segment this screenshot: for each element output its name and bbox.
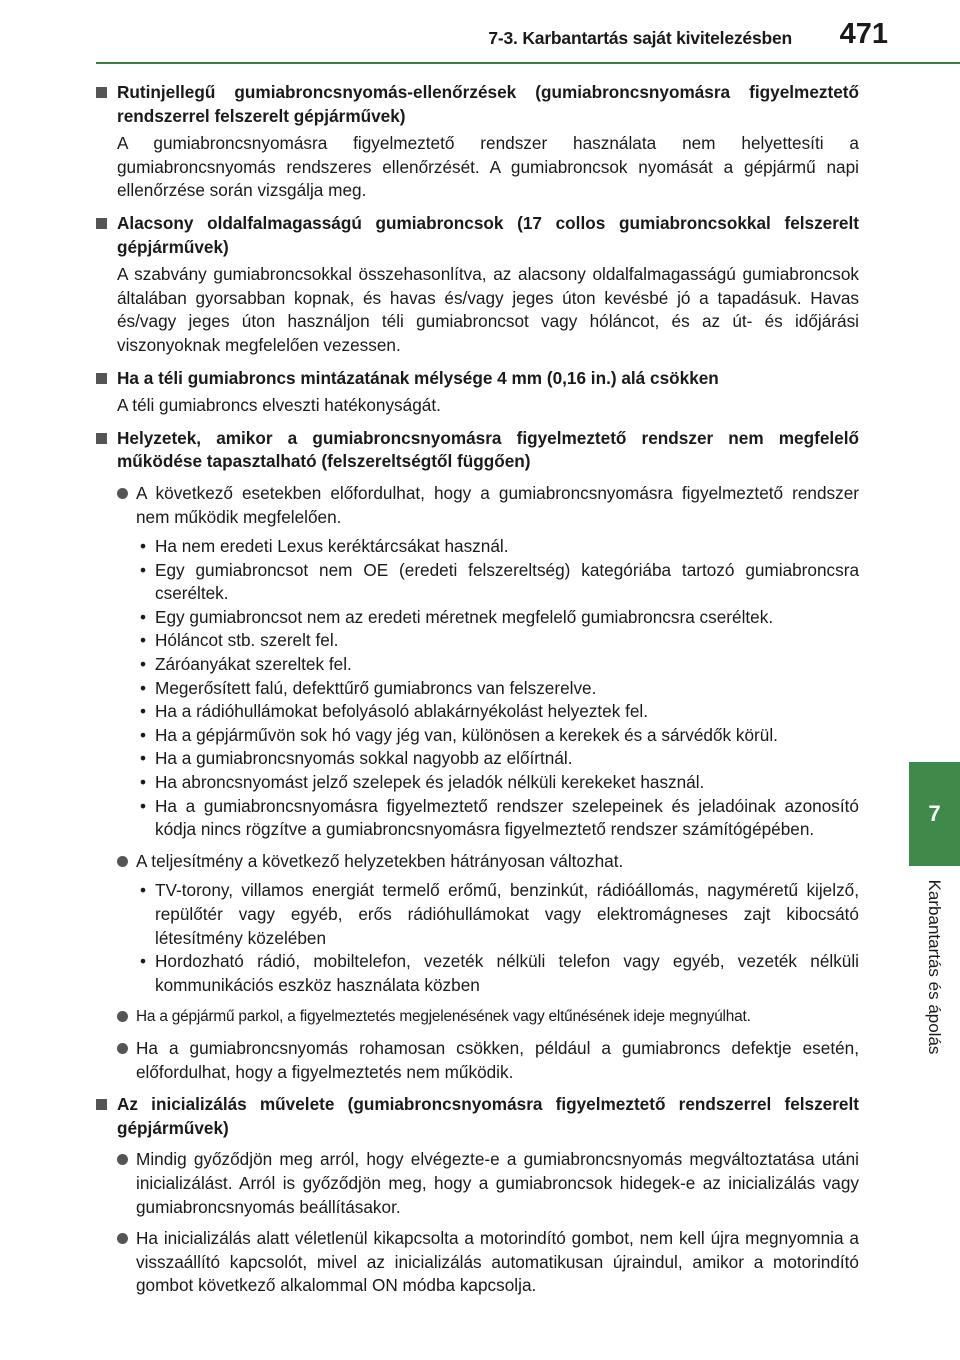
section-heading: Rutinjellegű gumiabroncsnyomás-ellenőrzések (gumiabroncsnyomásra figyelmeztető rendszerrel felszerelt gépjárművek) xyxy=(96,81,859,128)
section-heading: Ha a téli gumiabroncs mintázatának mélysége 4 mm (0,16 in.) alá csökken xyxy=(96,367,859,391)
section-heading: Az inicializálás művelete (gumiabroncsnyomásra figyelmeztető rendszerrel felszerelt gépjárművek) xyxy=(96,1093,859,1140)
sub-list-item: • Megerősített falú, defekttűrő gumiabroncs van felszerelve. xyxy=(140,677,597,698)
square-bullet-icon xyxy=(96,367,117,391)
round-bullet-icon xyxy=(117,1037,136,1084)
list-item: A teljesítmény a következő helyzetekben hátrányosan változhat. xyxy=(117,850,859,874)
round-bullet-icon xyxy=(117,1005,136,1029)
section-heading: Alacsony oldalfalmagasságú gumiabroncsok (17 collos gumiabroncsokkal felszerelt gépjárművek) xyxy=(96,212,859,259)
sub-list-item: • Egy gumiabroncsot nem az eredeti méretnek megfelelő gumiabroncsra cseréltek. xyxy=(140,606,774,627)
chapter-tab: 7 xyxy=(909,762,960,866)
sub-list-item: • Ha a rádióhullámokat befolyásoló ablakárnyékolást helyeztek fel. xyxy=(140,701,648,722)
section-heading: Helyzetek, amikor a gumiabroncsnyomásra figyelmeztető rendszer nem megfelelő működése tapasztalható (felszereltségtől függően) xyxy=(96,427,859,474)
round-bullet-icon xyxy=(117,482,136,529)
section-initialization xyxy=(96,1093,859,1298)
list-item: Ha inicializálás alatt véletlenül kikapcsolta a motorindító gombot, nem kell újra megnyomnia a visszaállító kapcsolót, mivel az inicializálás automatikusan újraindul, amikor a motorindító gombot következő alkalommal ON módba kapcsolja. xyxy=(117,1227,859,1298)
square-bullet-icon xyxy=(96,427,117,474)
section-paragraph: A szabvány gumiabroncsokkal összehasonlítva, az alacsony oldalfalmagasságú gumiabroncsok általában gyorsabban kopnak, és havas és/vagy jeges úton kevésbé jó a tapadásuk. Havas és/vagy jeges úton használjon téli gumiabroncsot vagy hóláncot, és az út- és időjárási viszonyoknak megfelelően vezessen. xyxy=(117,264,859,355)
section-winter-tread-depth xyxy=(96,367,859,418)
sub-list-item: • TV-torony, villamos energiát termelő erőmű, benzinkút, rádióállomás, nagyméretű kijelző, repülőtér vagy egyéb, erős rádióhullámokat vagy elektromágneses zajt kibocsátó létesítmény közelében xyxy=(140,880,859,948)
sub-list-item: • Ha nem eredeti Lexus keréktárcsákat használ. xyxy=(140,536,509,557)
round-bullet-icon xyxy=(117,850,136,874)
sub-list-item: • Hordozható rádió, mobiltelefon, vezeték nélküli telefon vagy egyéb, vezeték nélküli kommunikációs eszköz használata közben xyxy=(140,951,859,995)
section-title: 7-3. Karbantartás saját kivitelezésben xyxy=(488,28,792,48)
page-number: 471 xyxy=(839,18,888,50)
sub-list-item: • Ha a gépjárművön sok hó vagy jég van, különösen a kerekek és a sárvédők körül. xyxy=(140,724,778,745)
sub-list-item: • Ha a gumiabroncsnyomás sokkal nagyobb az előírtnál. xyxy=(140,748,573,769)
list-item: Ha a gépjármű parkol, a figyelmeztetés megjelenésének vagy eltűnésének ideje megnyúlhat. xyxy=(117,1005,859,1029)
section-low-profile-tires xyxy=(96,212,859,358)
sub-list-item: • Záróanyákat szereltek fel. xyxy=(140,654,352,675)
section-malfunction-situations xyxy=(96,427,859,1084)
section-routine-check xyxy=(96,81,859,203)
square-bullet-icon xyxy=(96,212,117,259)
chapter-label-text: Karbantartás és ápolás xyxy=(925,879,944,1055)
page-content xyxy=(96,81,859,1307)
sub-list-item: • Ha a gumiabroncsnyomásra figyelmeztető rendszer szelepeinek és jeladóinak azonosító kódja nincs rögzítve a gumiabroncsnyomásra figyelmeztető rendszer számítógépében. xyxy=(140,795,859,840)
list-item: A következő esetekben előfordulhat, hogy a gumiabroncsnyomásra figyelmeztető rendszer nem működik megfelelően. xyxy=(117,482,859,529)
sub-list-item: • Hóláncot stb. szerelt fel. xyxy=(140,630,339,651)
section-paragraph: A gumiabroncsnyomásra figyelmeztető rendszer használata nem helyettesíti a gumiabroncsnyomás rendszeres ellenőrzését. A gumiabroncsok nyomását a gépjármű napi ellenőrzése során vizsgálja meg. xyxy=(117,133,859,201)
round-bullet-icon xyxy=(117,1148,136,1219)
round-bullet-icon xyxy=(117,1227,136,1298)
header-divider xyxy=(96,62,960,64)
sub-list-item: • Ha abroncsnyomást jelző szelepek és jeladók nélküli kerekeket használ. xyxy=(140,772,705,793)
list-item: Mindig győződjön meg arról, hogy elvégezte-e a gumiabroncsnyomás megváltoztatása utáni inicializálást. Arról is győződjön meg, hogy a gumiabroncsok hidegek-e az inicializálás vagy gumiabroncsnyomás beállításakor. xyxy=(117,1148,859,1219)
sub-list xyxy=(136,535,859,842)
list-item: Ha a gumiabroncsnyomás rohamosan csökken, például a gumiabroncs defektje esetén, előfordulhat, hogy a figyelmeztetés nem működik. xyxy=(117,1037,859,1084)
square-bullet-icon xyxy=(96,81,117,128)
sub-list-item: • Egy gumiabroncsot nem OE (eredeti felszereltség) kategóriába tartozó gumiabroncsra cseréltek. xyxy=(140,559,859,604)
square-bullet-icon xyxy=(96,1093,117,1140)
section-paragraph: A téli gumiabroncs elveszti hatékonyságát. xyxy=(117,395,441,416)
sub-list xyxy=(136,879,859,997)
